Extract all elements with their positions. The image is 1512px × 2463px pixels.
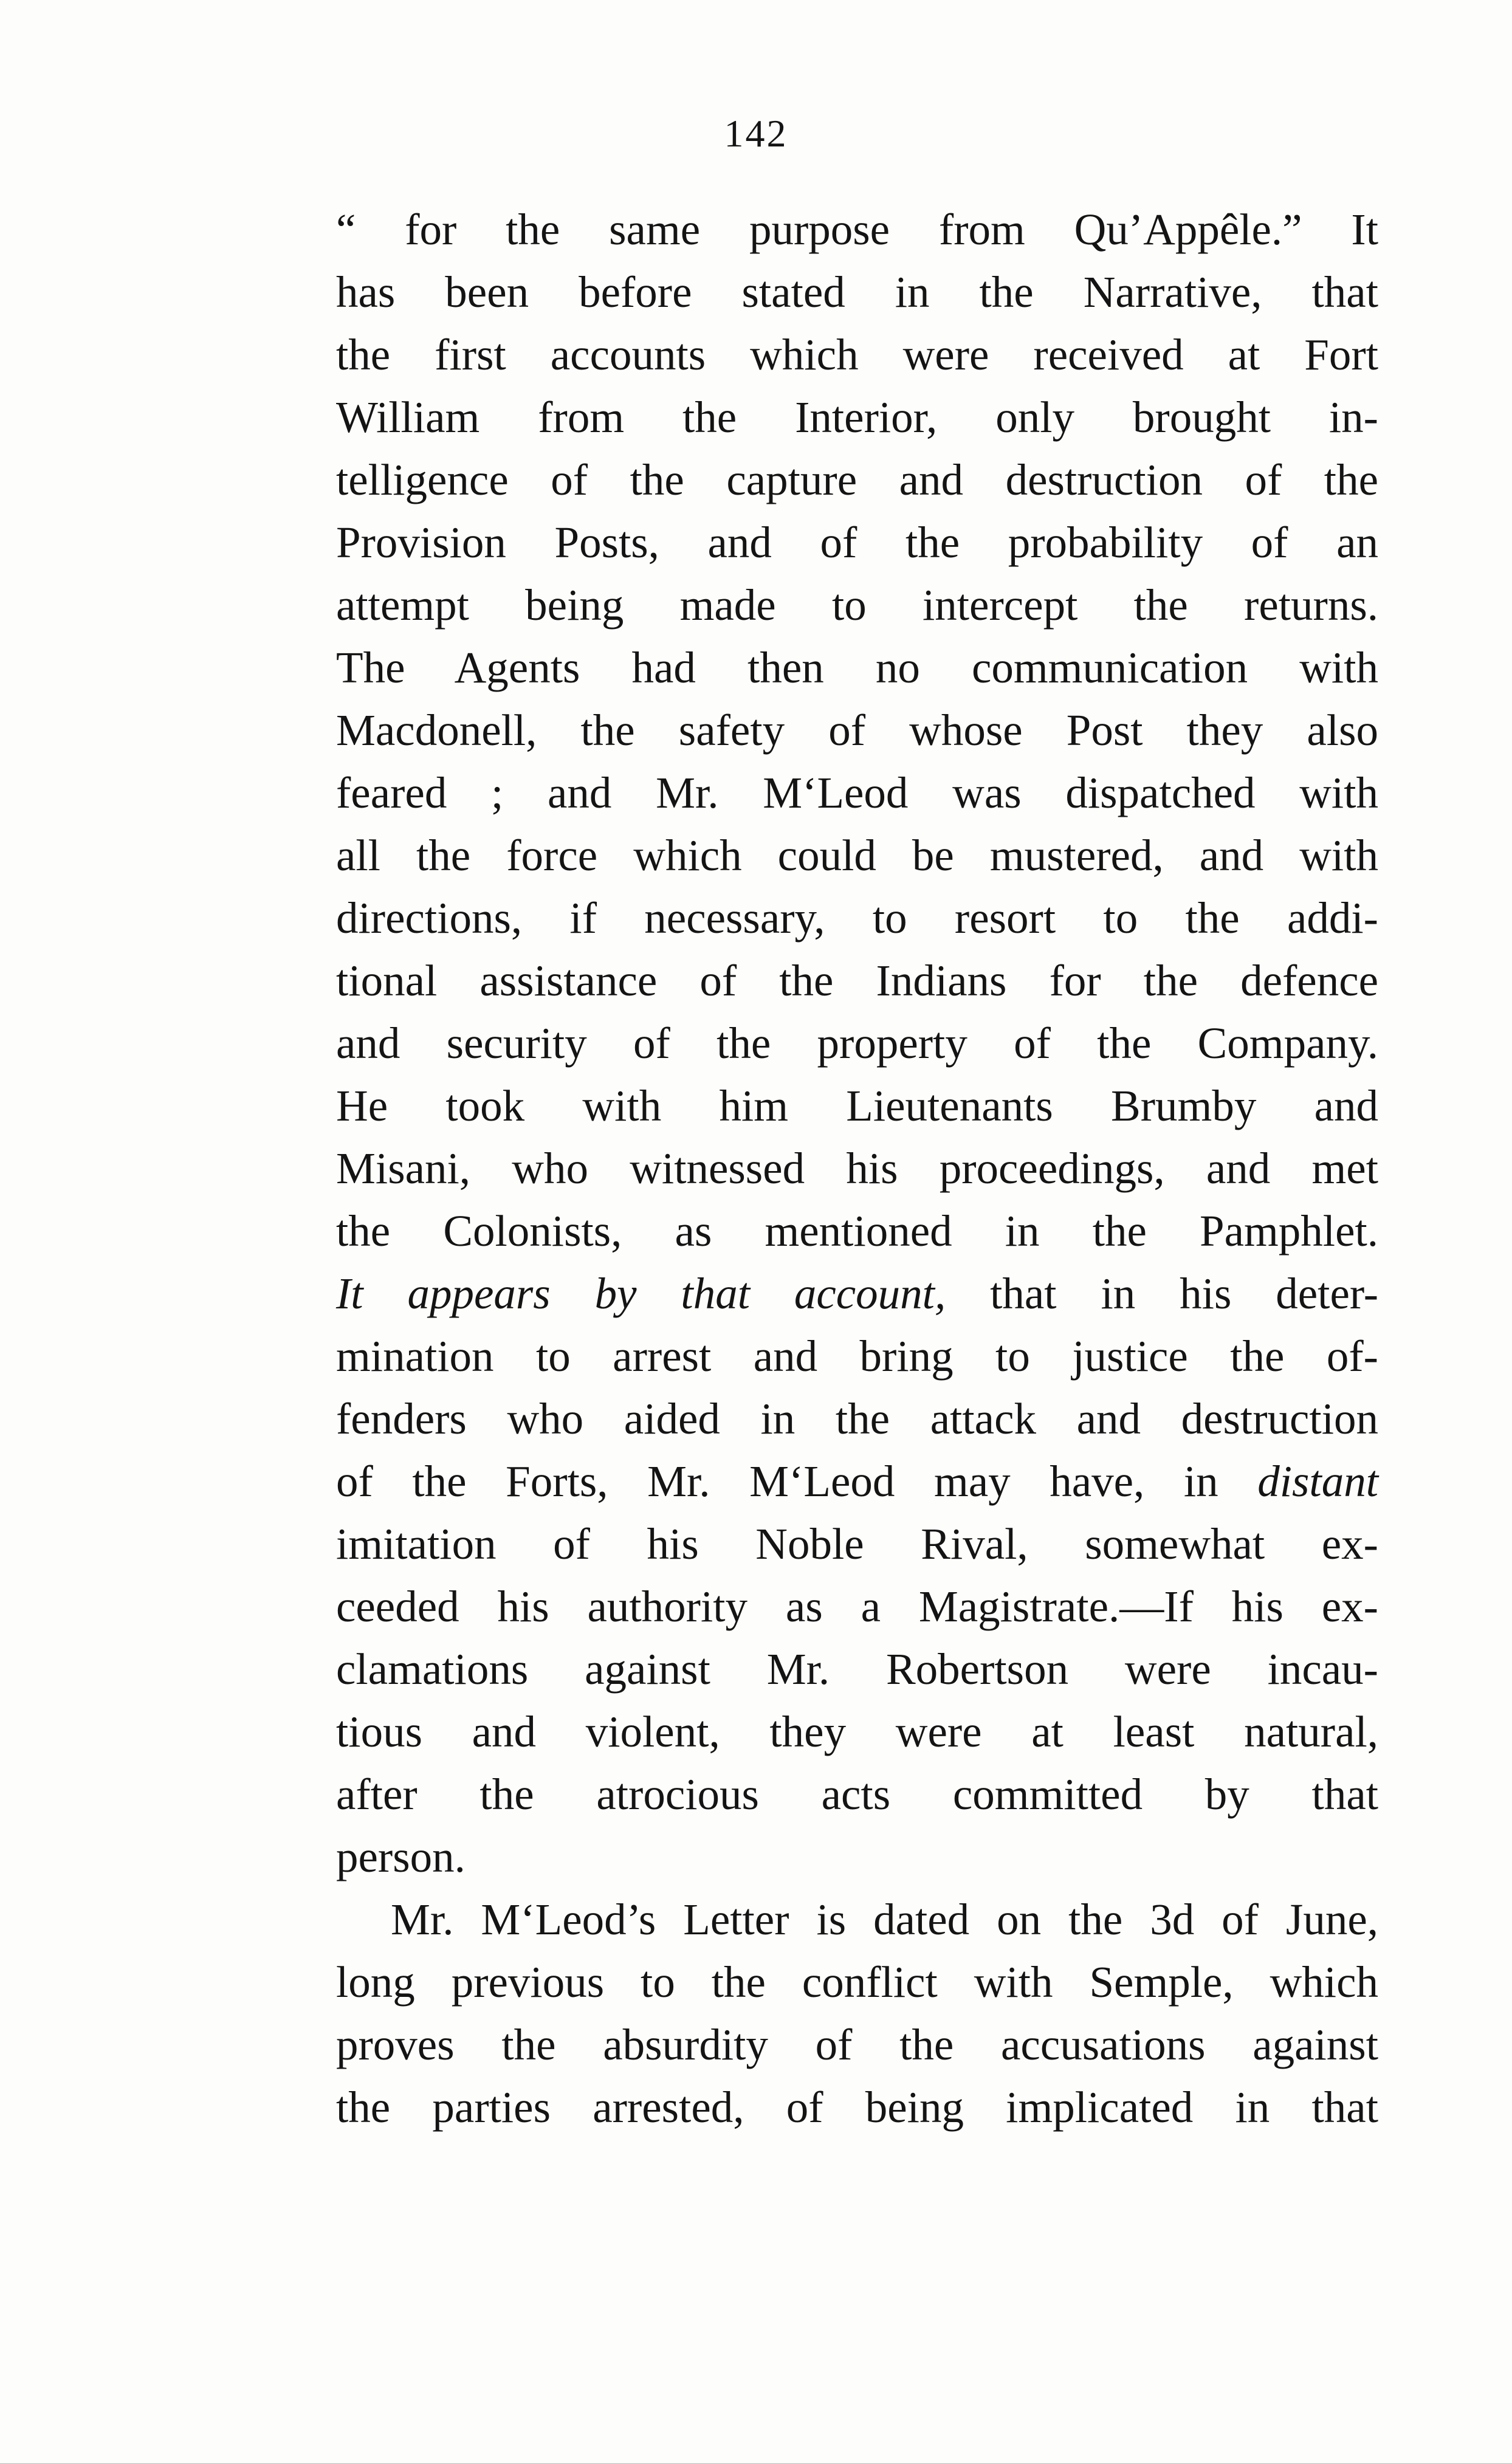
italic-text: It appears by that account, [336, 1269, 946, 1318]
text-line [336, 1262, 1378, 1325]
text-line [336, 1763, 1378, 1826]
text-segment: tious and violent, they were at least natural, [336, 1707, 1378, 1756]
text-segment: clamations against Mr. Robertson were incau- [336, 1644, 1378, 1694]
text-line [336, 574, 1378, 636]
text-segment: fenders who aided in the attack and destruction [336, 1394, 1378, 1443]
text-line [336, 761, 1378, 824]
text-segment: William from the Interior, only brought in- [336, 393, 1378, 442]
text-line [336, 1826, 1378, 1888]
italic-text: distant [1257, 1457, 1378, 1506]
text-line [336, 448, 1378, 511]
text-segment: has been before stated in the Narrative, that [336, 267, 1378, 317]
text-line [336, 2076, 1378, 2138]
text-segment: person. [336, 1832, 466, 1881]
text-line [336, 1012, 1378, 1074]
text-segment: tional assistance of the Indians for the defence [336, 956, 1378, 1005]
text-segment: and security of the property of the Company. [336, 1019, 1378, 1068]
text-line [336, 887, 1378, 949]
text-line [336, 699, 1378, 761]
text-segment: feared ; and Mr. M‘Leod was dispatched with [336, 768, 1378, 817]
text-line [336, 1200, 1378, 1262]
text-segment: the first accounts which were received at Fort [336, 330, 1378, 379]
text-segment: “ for the same purpose from Qu’Appêle.” It [336, 205, 1378, 254]
text-line [336, 1513, 1378, 1575]
text-line [336, 1325, 1378, 1387]
text-segment: Provision Posts, and of the probability of an [336, 518, 1378, 567]
text-segment: ceeded his authority as a Magistrate.—If his ex- [336, 1582, 1378, 1631]
text-segment: the Colonists, as mentioned in the Pamphlet. [336, 1206, 1378, 1256]
body-text [336, 198, 1378, 2138]
text-segment: Macdonell, the safety of whose Post they also [336, 706, 1378, 755]
text-line [336, 323, 1378, 386]
text-segment: all the force which could be mustered, and with [336, 831, 1378, 880]
text-segment: He took with him Lieutenants Brumby and [336, 1081, 1378, 1130]
text-line [336, 1888, 1378, 1951]
text-line [336, 198, 1378, 261]
text-line [336, 261, 1378, 323]
text-segment: directions, if necessary, to resort to the addi- [336, 893, 1378, 943]
text-line [336, 1638, 1378, 1700]
text-line [336, 1387, 1378, 1450]
text-segment: Misani, who witnessed his proceedings, and met [336, 1144, 1378, 1193]
text-line [336, 636, 1378, 699]
text-segment: telligence of the capture and destruction of the [336, 455, 1378, 504]
text-line [336, 1575, 1378, 1638]
text-segment: of the Forts, Mr. M‘Leod may have, in [336, 1457, 1258, 1506]
text-line [336, 949, 1378, 1012]
text-segment: imitation of his Noble Rival, somewhat ex- [336, 1519, 1378, 1568]
text-line [336, 386, 1378, 448]
text-segment: long previous to the conflict with Semple, which [336, 1957, 1378, 2007]
text-line [336, 1700, 1378, 1763]
text-line [336, 1450, 1378, 1513]
text-line [336, 824, 1378, 887]
text-segment: the parties arrested, of being implicated in that [336, 2083, 1378, 2132]
text-segment: The Agents had then no communication with [336, 643, 1378, 692]
text-segment: Mr. M‘Leod’s Letter is dated on the 3d of June, [391, 1895, 1378, 1944]
text-segment: that in his deter- [946, 1269, 1378, 1318]
text-segment: proves the absurdity of the accusations against [336, 2020, 1378, 2069]
text-line [336, 511, 1378, 574]
text-line [336, 1074, 1378, 1137]
page-number: 142 [724, 112, 788, 155]
text-line [336, 1951, 1378, 2013]
text-segment: attempt being made to intercept the returns. [336, 580, 1378, 630]
text-segment: after the atrocious acts committed by that [336, 1770, 1378, 1819]
text-line [336, 2013, 1378, 2076]
text-line [336, 1137, 1378, 1200]
text-segment: mination to arrest and bring to justice the of- [336, 1331, 1378, 1381]
